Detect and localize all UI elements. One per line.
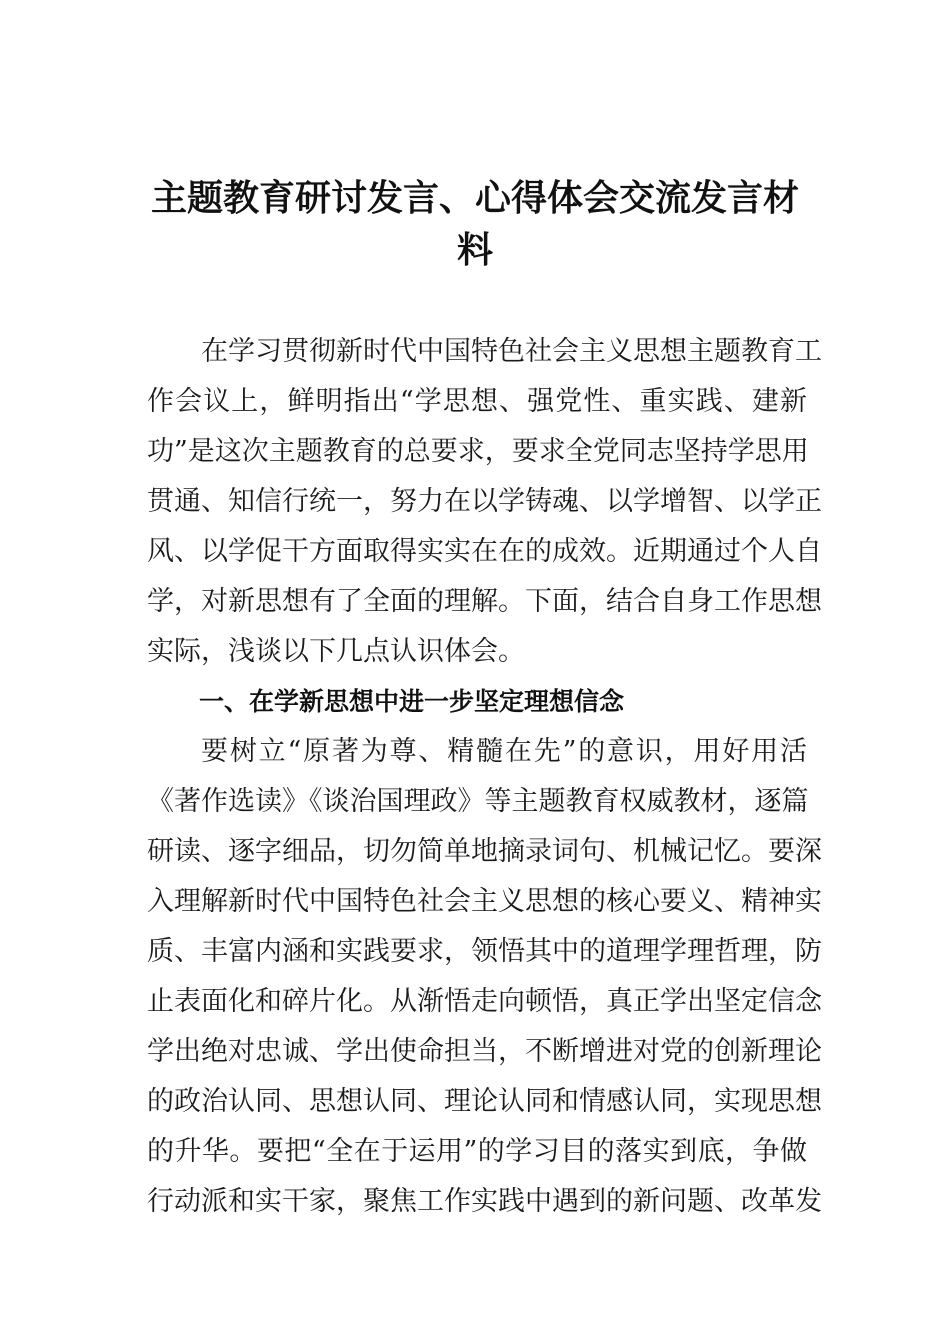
paragraph-2-line: 学出绝对忠诚、学出使命担当，不断增进对党的创新理论	[147, 1036, 822, 1067]
paragraph-1-line: 学，对新思想有了全面的理解。下面，结合自身工作思想	[147, 586, 822, 617]
body-content	[147, 327, 822, 1227]
section-heading-1: 一、在学新思想中进一步坚定理想信念	[199, 687, 625, 716]
paragraph-2-line: 的升华。要把“全在于运用”的学习目的落实到底，争做	[147, 1136, 807, 1167]
paragraph-2-line: 行动派和实干家，聚焦工作实践中遇到的新问题、改革发	[147, 1186, 822, 1217]
paragraph-2-line: 研读、逐字细品，切勿简单地摘录词句、机械记忆。要深	[147, 836, 822, 867]
paragraph-2-line: 质、丰富内涵和实践要求，领悟其中的道理学理哲理，防	[147, 936, 822, 967]
paragraph-2-line: 要树立“原著为尊、精髓在先”的意识，用好用活	[201, 736, 807, 767]
paragraph-1-line: 实际，浅谈以下几点认识体会。	[147, 636, 525, 667]
paragraph-1-line: 风、以学促干方面取得实实在在的成效。近期通过个人自	[147, 536, 822, 567]
paragraph-1-line: 在学习贯彻新时代中国特色社会主义思想主题教育工	[201, 336, 822, 367]
paragraph-2-line: 入理解新时代中国特色社会主义思想的核心要义、精神实	[147, 886, 822, 917]
document-title	[140, 172, 810, 276]
paragraph-1-line: 作会议上，鲜明指出“学思想、强党性、重实践、建新	[147, 386, 807, 417]
paragraph-2-line: 止表面化和碎片化。从渐悟走向顿悟，真正学出坚定信念	[147, 986, 822, 1017]
title-line-1: 主题教育研讨发言、心得体会交流发言材	[150, 177, 799, 219]
paragraph-1-line: 功”是这次主题教育的总要求，要求全党同志坚持学思用	[147, 436, 809, 467]
paragraph-1-line: 贯通、知信行统一，努力在以学铸魂、以学增智、以学正	[147, 486, 822, 517]
title-line-2: 料	[456, 229, 493, 271]
paragraph-2-line: 的政治认同、思想认同、理论认同和情感认同，实现思想	[147, 1086, 822, 1117]
paragraph-2-line: 《著作选读》《谈治国理政》等主题教育权威教材，逐篇	[147, 786, 809, 817]
